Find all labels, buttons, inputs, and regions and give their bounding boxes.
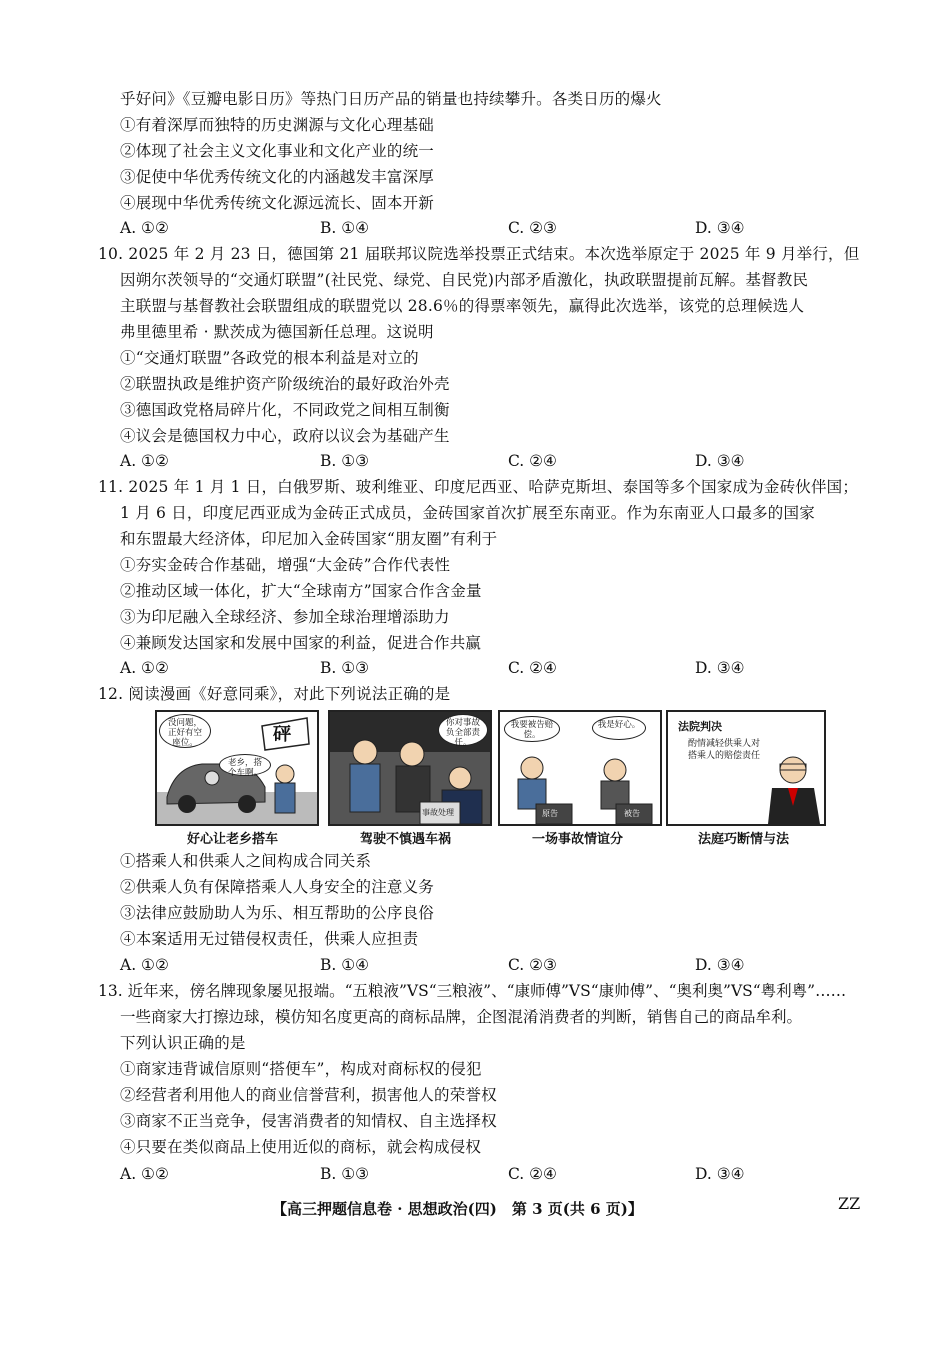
q13-options: [120, 1163, 840, 1185]
q10-item-3: ③德国政党格局碎片化，不同政党之间相互制衡: [120, 401, 450, 419]
q12-options: [120, 954, 840, 976]
q9-option-d[interactable]: D. ③④: [695, 219, 745, 237]
q12-item-2: ②供乘人负有保障搭乘人人身安全的注意义务: [120, 878, 435, 896]
q13-item-4: ④只要在类似商品上使用近似的商标，就会构成侵权: [120, 1138, 482, 1156]
q12-item-3: ③法律应鼓励助人为乐、相互帮助的公序良俗: [120, 904, 435, 922]
q9-stem-continuation: 乎好问》《豆瓣电影日历》等热门日历产品的销量也持续攀升。各类日历的爆火: [120, 90, 662, 108]
q10-stem-line-4: 弗里德里希 · 默茨成为德国新任总理。这说明: [120, 323, 434, 341]
q12-item-4: ④本案适用无过错侵权责任，供乘人应担责: [120, 930, 419, 948]
p1-speech-bubble-driver: 没问题，正好有空座位。: [159, 714, 211, 748]
q10-item-1: ①“交通灯联盟”各政党的根本利益是对立的: [120, 349, 419, 367]
q11-option-b[interactable]: B. ①③: [320, 659, 370, 677]
p3-caption: 一场事故情谊分: [532, 832, 624, 847]
q10-item-2: ②联盟执政是维护资产阶级统治的最好政治外壳: [120, 375, 450, 393]
q12-option-d[interactable]: D. ③④: [695, 956, 745, 974]
q11-item-4: ④兼顾发达国家和发展中国家的利益，促进合作共赢: [120, 634, 482, 652]
q11-item-2: ②推动区域一体化，扩大“全球南方”国家合作含金量: [120, 582, 482, 600]
q11-stem-line-2: 1 月 6 日，印度尼西亚成为金砖正式成员，金砖国家首次扩展至东南亚。作为东南亚人口最多的国家: [120, 504, 815, 522]
q12-stem: 12. 阅读漫画《好意同乘》，对此下列说法正确的是: [98, 685, 451, 703]
q12-option-b[interactable]: B. ①④: [320, 956, 370, 974]
q12-option-a[interactable]: A. ①②: [120, 956, 169, 974]
q10-stem-line-3: 主联盟与基督教社会联盟组成的联盟党以 28.6％的得票率领先，赢得此次选举，该党的总理候选人: [120, 297, 805, 315]
q13-option-b[interactable]: B. ①③: [320, 1165, 370, 1183]
q11-stem-line-3: 和东盟最大经济体，印尼加入金砖国家“朋友圈”有利于: [120, 530, 498, 548]
p4-caption: 法庭巧断情与法: [698, 832, 790, 847]
q11-option-d[interactable]: D. ③④: [695, 659, 745, 677]
p1-caption: 好心让老乡搭车: [187, 832, 279, 847]
q13-item-1: ①商家违背诚信原则“搭便车”，构成对商标权的侵犯: [120, 1060, 482, 1078]
q10-option-c[interactable]: C. ②④: [508, 452, 557, 470]
q10-item-4: ④议会是德国权力中心，政府以议会为基础产生: [120, 427, 450, 445]
q9-item-4: ④展现中华优秀传统文化源远流长、固本开新: [120, 194, 435, 212]
p4-verdict-text: 酌情减轻供乘人对搭乘人的赔偿责任: [688, 739, 761, 761]
p1-crash-sound: 砰: [273, 724, 291, 745]
p2-speech-bubble-police: 你对事故负全部责任。: [438, 714, 488, 746]
comic-panel-3: [498, 710, 662, 826]
q11-options: [120, 657, 840, 679]
q12-option-c[interactable]: C. ②③: [508, 956, 557, 974]
p4-verdict-title: 法院判决: [678, 720, 722, 733]
q13-option-c[interactable]: C. ②④: [508, 1165, 557, 1183]
q9-item-3: ③促使中华优秀传统文化的内涵越发丰富深厚: [120, 168, 435, 186]
comic-panel-1: [155, 710, 319, 826]
q10-option-d[interactable]: D. ③④: [695, 452, 745, 470]
q10-stem-line-2: 因朔尔茨领导的“交通灯联盟”(社民党、绿党、自民党)内部矛盾激化，执政联盟提前瓦解。基督教民: [120, 271, 809, 289]
q11-item-1: ①夯实金砖合作基础，增强“大金砖”合作代表性: [120, 556, 451, 574]
p2-caption: 驾驶不慎遇车祸: [360, 832, 452, 847]
q9-option-b[interactable]: B. ①④: [320, 219, 370, 237]
q10-option-b[interactable]: B. ①③: [320, 452, 370, 470]
q9-item-1: ①有着深厚而独特的历史渊源与文化心理基础: [120, 116, 435, 134]
p2-desk-sign: 事故处理: [422, 808, 454, 817]
q10-stem-line-1: 10. 2025 年 2 月 23 日，德国第 21 届联邦议院选举投票正式结束。本次选举原定于 2025 年 9 月举行，但: [98, 245, 860, 263]
comic-panel-2: [328, 710, 492, 826]
q10-options: [120, 450, 840, 472]
q9-options: [120, 217, 840, 239]
p3-speech-bubble-plaintiff: 我要被告赔偿。: [504, 716, 560, 742]
p3-defendant-sign: 被告: [624, 809, 640, 818]
q13-item-2: ②经营者利用他人的商业信誉营利，损害他人的荣誉权: [120, 1086, 497, 1104]
q10-option-a[interactable]: A. ①②: [120, 452, 169, 470]
q13-stem-line-1: 13. 近年来，傍名牌现象屡见报端。“五粮液”VS“三粮液”、“康师傅”VS“康帅傅”、“奥利奥”VS“粤利粤”……: [98, 982, 847, 1000]
q11-option-c[interactable]: C. ②④: [508, 659, 557, 677]
comic-panel-4: [666, 710, 826, 826]
q11-item-3: ③为印尼融入全球经济、参加全球治理增添助力: [120, 608, 450, 626]
q13-option-a[interactable]: A. ①②: [120, 1165, 169, 1183]
corner-mark: ZZ: [838, 1194, 861, 1213]
q13-stem-line-2: 一些商家大打擦边球，模仿知名度更高的商标品牌，企图混淆消费者的判断，销售自己的商品牟利。: [120, 1008, 803, 1026]
page-footer: 【高三押题信息卷 · 思想政治(四) 第 3 页(共 6 页)】: [272, 1200, 643, 1218]
q13-item-3: ③商家不正当竞争，侵害消费者的知情权、自主选择权: [120, 1112, 497, 1130]
q12-item-1: ①搭乘人和供乘人之间构成合同关系: [120, 852, 372, 870]
q13-option-d[interactable]: D. ③④: [695, 1165, 745, 1183]
p1-speech-bubble-villager: 老乡，搭个车啊。: [219, 754, 271, 776]
q9-option-a[interactable]: A. ①②: [120, 219, 169, 237]
q9-option-c[interactable]: C. ②③: [508, 219, 557, 237]
q11-stem-line-1: 11. 2025 年 1 月 1 日，白俄罗斯、玻利维亚、印度尼西亚、哈萨克斯坦、泰国等多个国家成为金砖伙伴国；: [98, 478, 859, 496]
q13-stem-line-3: 下列认识正确的是: [120, 1034, 246, 1052]
p3-plaintiff-sign: 原告: [542, 809, 558, 818]
q9-item-2: ②体现了社会主义文化事业和文化产业的统一: [120, 142, 435, 160]
q11-option-a[interactable]: A. ①②: [120, 659, 169, 677]
p3-speech-bubble-defendant: 我是好心。: [592, 716, 646, 740]
